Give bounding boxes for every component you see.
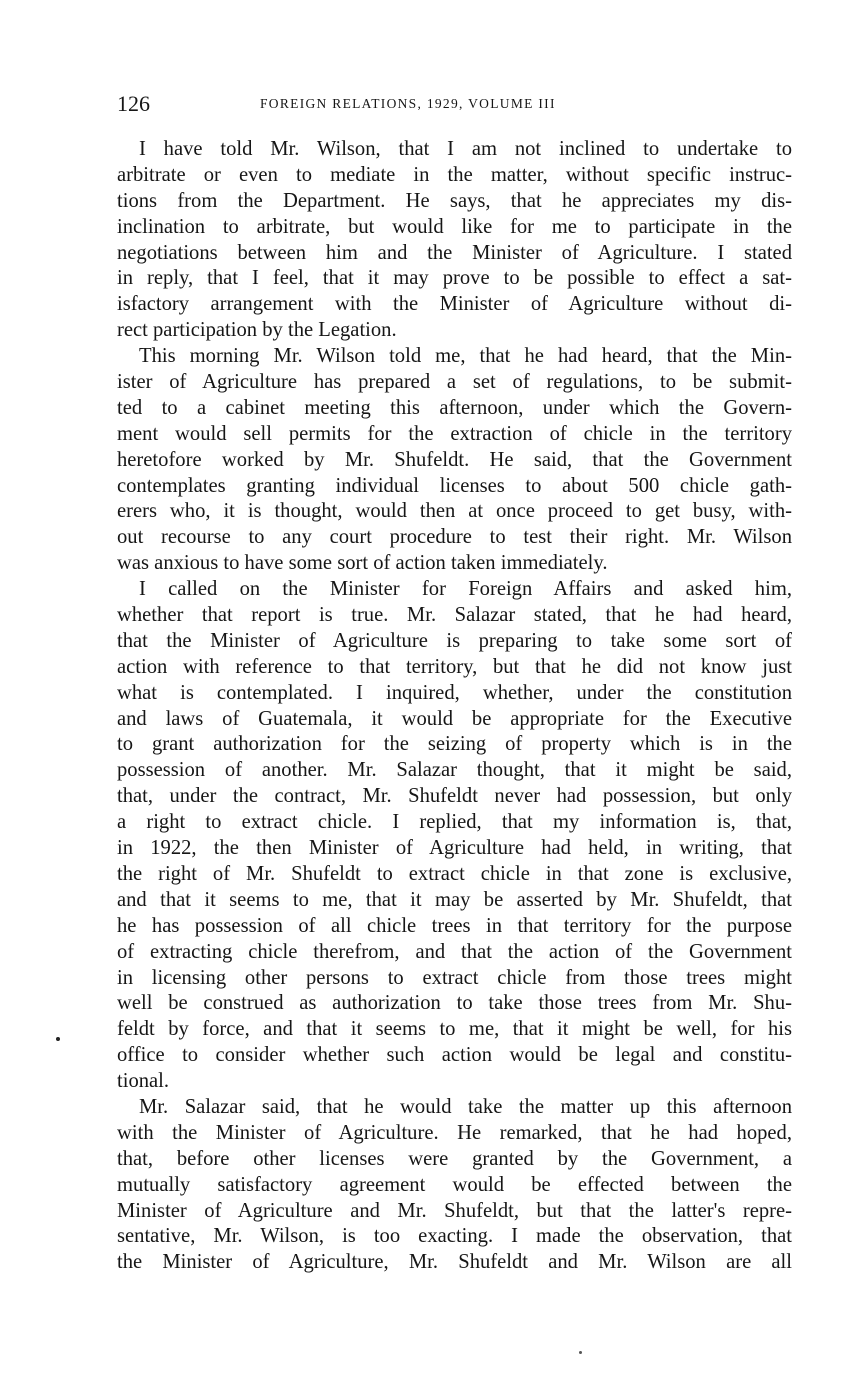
paragraph-4 (117, 1095, 792, 1276)
text-line: and laws of Guatemala, it would be appropriate for the Executive (117, 707, 792, 730)
text-line: ted to a cabinet meeting this afternoon, under which the Govern- (117, 396, 792, 419)
text-line: that the Minister of Agriculture is preparing to take some sort of (117, 629, 792, 652)
text-line: I called on the Minister for Foreign Affairs and asked him, (139, 578, 792, 601)
margin-dot (56, 1037, 60, 1041)
scan-speck (579, 1351, 582, 1354)
text-line: isfactory arrangement with the Minister of Agriculture without di- (117, 293, 792, 316)
text-line: tions from the Department. He says, that he appreciates my dis- (117, 189, 792, 212)
text-line: and that it seems to me, that it may be asserted by Mr. Shufeldt, that (117, 888, 792, 911)
text-line: heretofore worked by Mr. Shufeldt. He said, that the Government (117, 448, 792, 471)
text-line: of extracting chicle therefrom, and that the action of the Government (117, 940, 792, 963)
text-line: he has possession of all chicle trees in that territory for the purpose (117, 914, 792, 937)
text-line: ister of Agriculture has prepared a set of regulations, to be submit- (117, 371, 792, 394)
text-line: arbitrate or even to mediate in the matter, without specific instruc- (117, 163, 792, 186)
text-line: possession of another. Mr. Salazar thought, that it might be said, (117, 759, 792, 782)
text-line: out recourse to any court procedure to test their right. Mr. Wilson (117, 526, 792, 549)
paragraph-2 (117, 344, 792, 577)
text-line: feldt by force, and that it seems to me, that it might be well, for his (117, 1018, 792, 1041)
text-line: the right of Mr. Shufeldt to extract chicle in that zone is exclusive, (117, 862, 792, 885)
text-line: a right to extract chicle. I replied, that my information is, that, (117, 811, 792, 834)
text-line: Mr. Salazar said, that he would take the matter up this afternoon (139, 1095, 792, 1118)
text-line: was anxious to have some sort of action taken immediately. (117, 552, 608, 575)
text-line: rect participation by the Legation. (117, 319, 397, 342)
text-line: in 1922, the then Minister of Agriculture had held, in writing, that (117, 837, 792, 860)
text-line: that, under the contract, Mr. Shufeldt never had possession, but only (117, 785, 792, 808)
text-line: mutually satisfactory agreement would be effected between the (117, 1173, 792, 1196)
text-line: tional. (117, 1070, 170, 1093)
text-line: to grant authorization for the seizing of property which is in the (117, 733, 792, 756)
text-line: well be construed as authorization to take those trees from Mr. Shu- (117, 992, 792, 1015)
text-line: I have told Mr. Wilson, that I am not inclined to undertake to (139, 138, 792, 160)
page-header (117, 90, 792, 118)
text-line: in licensing other persons to extract chicle from those trees might (117, 966, 792, 989)
text-line: office to consider whether such action would be legal and constitu- (117, 1044, 792, 1067)
paragraph-1 (117, 137, 792, 344)
text-line: inclination to arbitrate, but would like for me to participate in the (117, 215, 792, 238)
text-line: in reply, that I feel, that it may prove to be possible to effect a sat- (117, 267, 792, 290)
text-line: whether that report is true. Mr. Salazar stated, that he had heard, (117, 604, 792, 627)
text-line: that, before other licenses were granted by the Government, a (117, 1147, 792, 1170)
text-line: ment would sell permits for the extraction of chicle in the territory (117, 422, 792, 445)
text-line: the Minister of Agriculture, Mr. Shufeldt and Mr. Wilson are all (117, 1251, 792, 1274)
paragraph-3 (117, 577, 792, 1095)
body-text (117, 137, 792, 1276)
text-line: action with reference to that territory, but that he did not know just (117, 655, 792, 678)
text-line: with the Minister of Agriculture. He remarked, that he had hoped, (117, 1121, 792, 1144)
text-line: what is contemplated. I inquired, whether, under the constitution (117, 681, 792, 704)
running-head: FOREIGN RELATIONS, 1929, VOLUME III (260, 96, 556, 111)
page-number: 126 (117, 91, 150, 116)
text-line: Minister of Agriculture and Mr. Shufeldt, but that the latter's repre- (117, 1199, 792, 1222)
text-line: sentative, Mr. Wilson, is too exacting. I made the observation, that (117, 1225, 792, 1248)
text-line: negotiations between him and the Minister of Agriculture. I stated (117, 241, 792, 264)
text-line: contemplates granting individual licenses to about 500 chicle gath- (117, 474, 792, 497)
text-line: erers who, it is thought, would then at once proceed to get busy, with- (117, 500, 792, 523)
text-line: This morning Mr. Wilson told me, that he had heard, that the Min- (139, 345, 792, 368)
